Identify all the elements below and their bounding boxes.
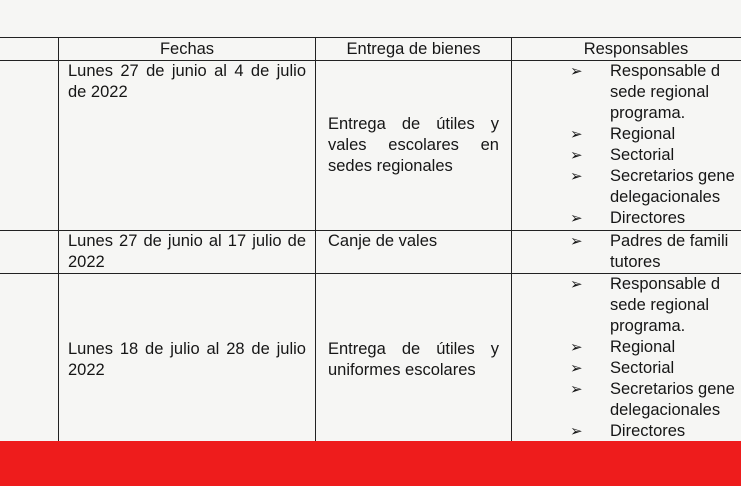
arrow-bullet-icon: ➢: [570, 168, 583, 185]
list-item: ➢ Secretarios gene: [570, 167, 735, 185]
arrow-bullet-icon: ➢: [570, 423, 583, 440]
red-footer-bar: [0, 441, 741, 486]
row-blank-cell: [0, 274, 59, 442]
arrow-bullet-icon: ➢: [570, 381, 583, 398]
table-row: [0, 231, 741, 274]
fecha-cell: Lunes 18 de julio al 28 de julio 2022: [59, 274, 316, 442]
list-item: programa.: [610, 104, 686, 122]
row-blank-cell: [0, 61, 59, 231]
row-blank-cell: [0, 231, 59, 274]
responsables-list: [518, 61, 741, 229]
responsables-cell: [512, 61, 741, 231]
list-item: ➢ Regional: [570, 125, 676, 143]
responsables-cell: [512, 274, 741, 442]
arrow-bullet-icon: ➢: [570, 210, 583, 227]
list-item: ➢ Directores: [570, 209, 686, 227]
entrega-cell: Entrega de útiles y vales escolares en sedes regionales: [316, 61, 512, 231]
arrow-bullet-icon: ➢: [570, 276, 583, 293]
list-item: sede regional: [610, 296, 710, 314]
list-item: sede regional: [610, 83, 710, 101]
entrega-cell: Canje de vales: [316, 231, 512, 274]
list-item: ➢ Responsable d: [570, 275, 721, 293]
fecha-cell: Lunes 27 de junio al 17 julio de 2022: [59, 231, 316, 274]
header-entrega: Entrega de bienes: [316, 38, 512, 61]
list-item: ➢ Regional: [570, 338, 676, 356]
arrow-bullet-icon: ➢: [570, 339, 583, 356]
list-item: tutores: [610, 253, 661, 271]
table-header-row: [0, 38, 741, 61]
schedule-table: [0, 37, 741, 441]
table-row: [0, 61, 741, 231]
list-item: ➢ Responsable d: [570, 62, 721, 80]
arrow-bullet-icon: ➢: [570, 147, 583, 164]
list-item: ➢ Directores: [570, 422, 686, 440]
arrow-bullet-icon: ➢: [570, 126, 583, 143]
list-item: ➢ Padres de famili: [570, 232, 729, 250]
list-item: programa.: [610, 317, 686, 335]
entrega-cell: Entrega de útiles y uniformes escolares: [316, 274, 512, 442]
responsables-list: [518, 231, 741, 273]
arrow-bullet-icon: ➢: [570, 233, 583, 250]
responsables-list: [518, 274, 741, 441]
arrow-bullet-icon: ➢: [570, 63, 583, 80]
fecha-cell: Lunes 27 de junio al 4 de julio de 2022: [59, 61, 316, 231]
table-row: [0, 274, 741, 442]
header-responsables: Responsables: [512, 38, 741, 61]
responsables-cell: [512, 231, 741, 274]
list-item: ➢ Secretarios gene: [570, 380, 735, 398]
header-blank: [0, 38, 59, 61]
list-item: delegacionales: [610, 188, 721, 206]
list-item: delegacionales: [610, 401, 721, 419]
header-fechas: Fechas: [59, 38, 316, 61]
list-item: ➢ Sectorial: [570, 146, 675, 164]
arrow-bullet-icon: ➢: [570, 360, 583, 377]
list-item: ➢ Sectorial: [570, 359, 675, 377]
